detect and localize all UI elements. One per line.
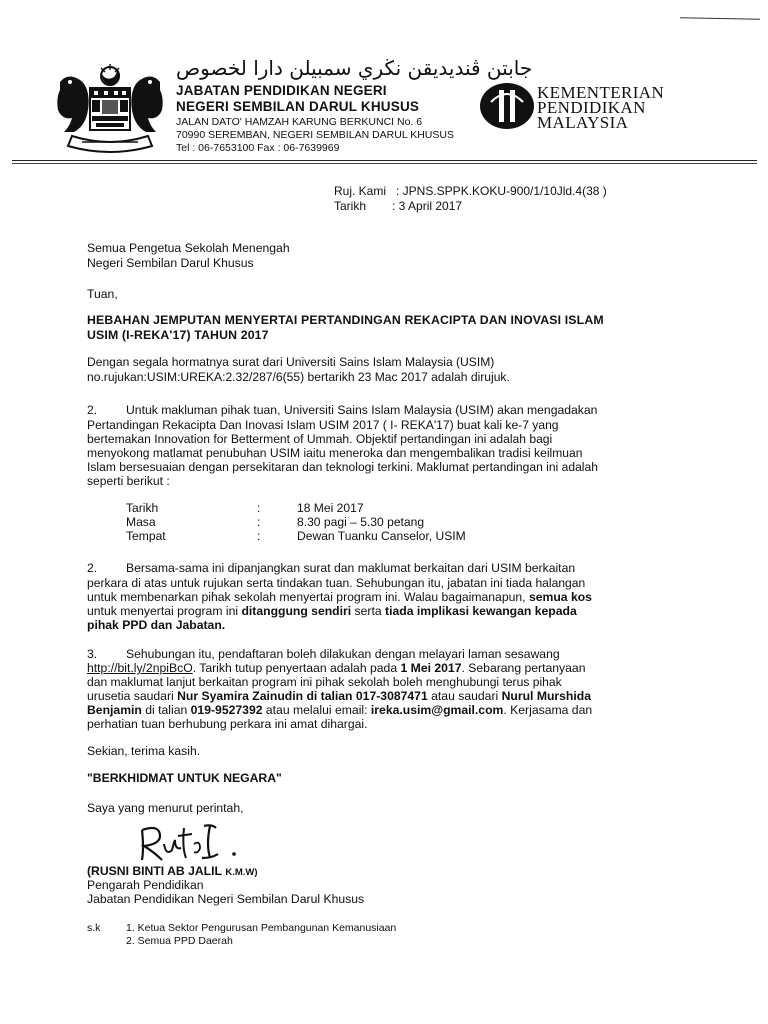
para3-line3 <box>87 590 592 605</box>
detail-label-date: Tarikh <box>126 501 159 515</box>
para3-line1: Bersama-sama ini dipanjangkan surat dan maklumat berkaitan dari USIM berkaitan <box>126 561 576 575</box>
para3-line3-text: untuk membenarkan pihak sekolah menyertai program ini. Walau bagaimanapun, <box>87 590 526 604</box>
para3-line4-text-b: serta <box>354 604 382 618</box>
detail-label-time: Masa <box>126 515 156 529</box>
para3-line5: pihak PPD dan Jabatan. <box>87 618 226 632</box>
para4-line2-text-a: . Tarikh tutup penyertaan adalah pada <box>192 661 398 675</box>
malaysia-coat-of-arms-icon <box>52 62 168 154</box>
para4-line4-text-b: atau saudari <box>431 689 499 703</box>
para4-line1: Sehubungan itu, pendaftaran boleh dilakukan dengan melayari laman sesawang <box>126 647 560 661</box>
ministry-line1: KEMENTERIAN <box>537 83 665 102</box>
kpm-logo-icon <box>479 78 535 134</box>
para3-line3-bold: semua kos <box>528 590 592 604</box>
detail-colon: : <box>257 501 261 515</box>
contact-email[interactable]: ireka.usim@gmail.com <box>370 703 504 717</box>
para4-line5-text-a: di talian <box>145 703 188 717</box>
para4-line5-text-c: . Kerjasama dan <box>503 703 593 717</box>
date-value: : 3 April 2017 <box>392 199 463 213</box>
para4-line5 <box>87 703 592 718</box>
contact-2-surname: Benjamin <box>87 703 142 717</box>
jawi-title: جابتن ڤنديديقن نڬري سمبيلن دارا لخصوص <box>176 56 533 80</box>
phone-fax-line: Tel : 06-7653100 Fax : 06-7639969 <box>176 142 340 154</box>
para4-line5-text-b: atau melalui email: <box>265 703 368 717</box>
date-label: Tarikh <box>334 199 367 213</box>
detail-value-venue: Dewan Tuanku Canselor, USIM <box>297 529 466 543</box>
handwritten-signature <box>132 818 242 866</box>
subject-line1: HEBAHAN JEMPUTAN MENYERTAI PERTANDINGAN REKACIPTA DAN INOVASI ISLAM <box>87 313 604 327</box>
para3-line2: perkara di atas untuk rujukan serta tindakan tuan. Sehubungan itu, jabatan ini tiada halangan <box>87 576 586 590</box>
detail-value-time: 8.30 pagi – 5.30 petang <box>297 515 425 529</box>
para4-line2 <box>87 661 585 676</box>
para4-line4-text-a: urusetia saudari <box>87 689 174 703</box>
para2-line5: Islam bersesuaian dengan persekitaran dan teknologi terkini. Maklumat pertandingan ini adalah <box>87 460 598 474</box>
para4-line4 <box>87 689 591 704</box>
para3-line4 <box>87 604 577 619</box>
para4-line6: perhatian tuan berhubung perkara ini amat dihargai. <box>87 717 368 731</box>
closing-date: 1 Mei 2017 <box>400 661 462 675</box>
motto: "BERKHIDMAT UNTUK NEGARA" <box>87 771 282 785</box>
department-name-line2: NEGERI SEMBILAN DARUL KHUSUS <box>176 99 420 114</box>
para2-number: 2. <box>87 403 98 417</box>
scan-edge-line <box>680 17 760 19</box>
signatory-name: (RUSNI BINTI AB JALIL <box>87 864 222 878</box>
signatory-org: Jabatan Pendidikan Negeri Sembilan Darul Khusus <box>87 892 365 906</box>
para4-line3: dan maklumat lanjut berkaitan program ini pihak sekolah boleh menghubungi terus pihak <box>87 675 562 689</box>
para3-number: 2. <box>87 561 98 575</box>
ref-label: Ruj. Kami <box>334 184 387 198</box>
address-line1: JALAN DATO' HAMZAH KARUNG BERKUNCI No. 6 <box>176 116 423 128</box>
ministry-line3: MALAYSIA <box>537 113 629 132</box>
ministry-line2: PENDIDIKAN <box>537 98 646 117</box>
para3-line4-bold2: tiada implikasi kewangan kepada <box>385 604 577 618</box>
detail-colon: : <box>257 515 261 529</box>
contact-2-name: Nurul Murshida <box>501 689 591 703</box>
ref-value: : JPNS.SPPK.KOKU-900/1/10Jld.4(38 ) <box>396 184 607 198</box>
para3-line4-bold1: ditanggung sendiri <box>241 604 352 618</box>
recipient-line2: Negeri Sembilan Darul Khusus <box>87 256 254 270</box>
contact-1: Nur Syamira Zainudin di talian 017-3087471 <box>177 689 428 703</box>
registration-link[interactable]: http://bit.ly/2npiBcO <box>87 661 193 675</box>
salutation: Tuan, <box>87 287 118 301</box>
para2-line2: Pertandingan Rekacipta Dan Inovasi Islam USIM 2017 ( I- REKA'17) buat kali ke-7 yang <box>87 418 559 432</box>
signatory-title: Pengarah Pendidikan <box>87 878 204 892</box>
closing-thanks: Sekian, terima kasih. <box>87 744 201 758</box>
para4-number: 3. <box>87 647 98 661</box>
subject-line2: USIM (I-REKA'17) TAHUN 2017 <box>87 328 269 342</box>
closing-order: Saya yang menurut perintah, <box>87 801 244 815</box>
signatory-honour: K.M.W) <box>225 867 258 878</box>
header-divider <box>12 160 757 161</box>
cc-item-2: 2. Semua PPD Daerah <box>126 935 233 947</box>
header-divider-thin <box>12 163 757 164</box>
address-line2: 70990 SEREMBAN, NEGERI SEMBILAN DARUL KHUSUS <box>176 129 454 141</box>
para2-line6: seperti berikut : <box>87 474 170 488</box>
para1-line2: no.rujukan:USIM:UREKA:2.32/287/6(55) bertarikh 23 Mac 2017 adalah dirujuk. <box>87 370 510 384</box>
cc-item-1: 1. Ketua Sektor Pengurusan Pembangunan Kemanusiaan <box>126 922 397 934</box>
department-name-line1: JABATAN PENDIDIKAN NEGERI <box>176 83 387 98</box>
para2-line1: Untuk makluman pihak tuan, Universiti Sains Islam Malaysia (USIM) akan mengadakan <box>126 403 598 417</box>
detail-label-venue: Tempat <box>126 529 166 543</box>
recipient-line1: Semua Pengetua Sekolah Menengah <box>87 241 290 255</box>
para1-line1: Dengan segala hormatnya surat dari Universiti Sains Islam Malaysia (USIM) <box>87 355 495 369</box>
cc-label: s.k <box>87 922 101 934</box>
para4-line2-text-b: . Sebarang pertanyaan <box>461 661 586 675</box>
detail-value-date: 18 Mei 2017 <box>297 501 364 515</box>
contact-2-phone: 019-9527392 <box>190 703 263 717</box>
para3-line4-text-a: untuk menyertai program ini <box>87 604 239 618</box>
detail-colon: : <box>257 529 261 543</box>
para2-line4: menyokong matlamat penubuhan USIM iaitu meneroka dan mengembalikan tradisi keilmuan <box>87 446 583 460</box>
para2-line3: bertemakan Innovation for Betterment of Ummah. Objektif pertandingan ini adalah bagi <box>87 432 553 446</box>
